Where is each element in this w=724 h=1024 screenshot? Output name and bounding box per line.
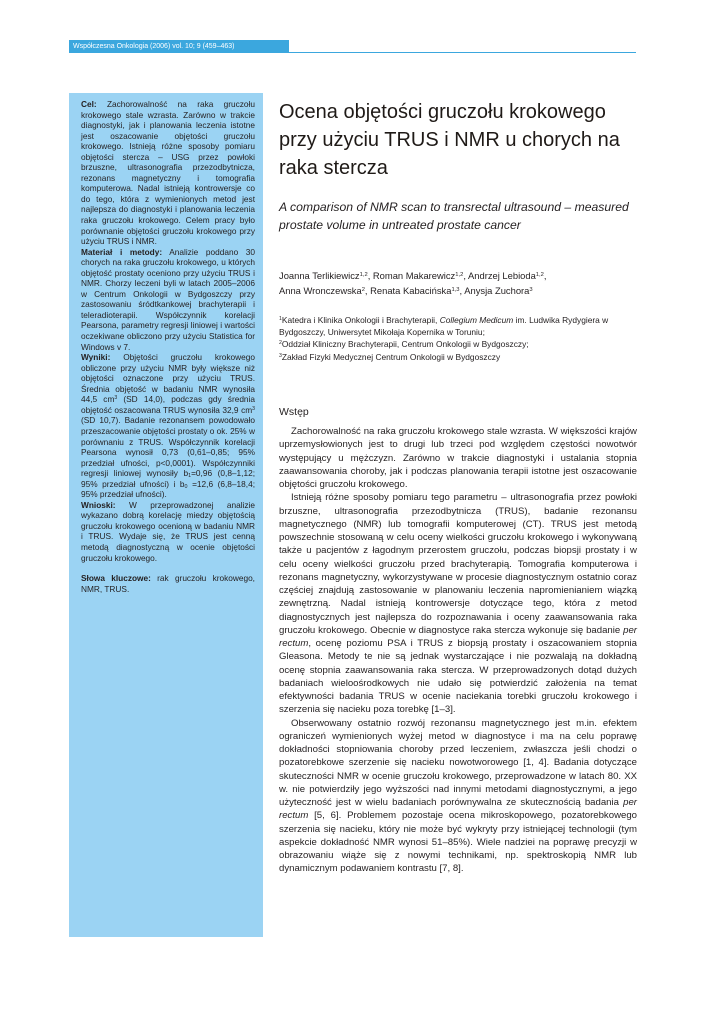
author-list <box>279 269 639 298</box>
paragraph-3: Obserwowany ostatnio rozwój rezonansu magnetycznego jest m.in. efektem ograniczeń wymienionych wyżej metod w diagnostyce i ma na celu poprawę dokładności stopniowania choroby przed leczeniem, zwłaszcza jeśli chodzi o pozatorebkowe szerzenie się nacieku nowotworowego [1, 4]. Badania dotyczące skuteczności NMR w ocenie gruczołu krokowego, przeprowadzone w latach 80. XX w. nie potwierdziły jego wyższości nad innymi metodami diagnostycznymi, a jego użyteczność jest w wielu badaniach porównywalna ze skutecznością badania per rectum [5, 6]. Problemem pozostaje ocena mikroskopowego, pozatorebkowego szerzenia się nacieku, który nie może być wykryty przy istniejącej technologii (tym aspekcie dokładność NMR wynosi 51–85%). Wiele nadziei na poprawę precyzji w obrazowaniu wiąże się z nowymi technikami, np. spektroskopią NMR lub dynamicznym podawaniem kontrastu [7, 8]. <box>279 717 637 875</box>
author: Renata Kabacińska$^{1,3}$, <box>370 284 465 296</box>
affiliation-1: $^1$Katedra i Klinika Onkologii i Brachyterapii, Collegium Medicum im. Ludwika Rydygiera w Bydgoszczy, Uniwersytet Mikołaja Kopernika w Toruniu; <box>279 315 609 338</box>
author: Anna Wronczewska$^2$, <box>279 284 371 296</box>
results-text: =12,6 (6,8–18,4; 95% przedział ufności). <box>81 478 255 500</box>
article-title: Ocena objętości gruczołu krokowego przy użyciu TRUS i NMR u chorych na raka stercza <box>279 101 620 179</box>
abstract-gap <box>81 563 255 573</box>
abstract-panel <box>69 93 263 937</box>
conclusions-label: Wnioski: <box>81 499 116 510</box>
author: Roman Makarewicz$^{1,2}$, <box>372 270 469 281</box>
conclusions-text: W przeprowadzonej analizie wykazano dobrą korelację miedzy objętością gruczołu krokowego ocenioną w badaniu NMR i TRUS. Wydaje się, że TRUS jest cenną metodą diagnostyczną w ocenie objętości gruczołu krokowego. <box>81 499 255 563</box>
body-text <box>279 425 637 876</box>
results-text: Objętości gruczołu krokowego obliczone przy użyciu NMR były większe niż objętości oznaczone przy użyciu TRUS. Średnia objętość w badaniu NMR wynosiła 44,5 cm <box>81 352 255 405</box>
author: Andrzej Lebioda$^{1,2}$, <box>468 270 547 281</box>
methods-text: Analizie poddano 30 chorych na raka gruczołu krokowego, u których objętość prostaty oceniono przy użyciu TRUS i NMR. Chorzy leczeni byli w latach 2005–2006 w Centrum Onkologii w Bydgoszczy przy zastosowaniu śródtkankowej brachyterapii i teleradioterapii. Współczynnik korelacji Pearsona, parametry regresji liniowej i wartości oczekiwane obliczono przy użyciu Statistica for Windows v 7. <box>81 246 255 352</box>
subscript: 0 <box>184 483 188 490</box>
aim-text: Zachorowalność na raka gruczołu krokowego stale wzrasta. Zarówno w trakcie diagnostyki, jak i planowania leczenia istotne jest oszacowanie objętości gruczołu krokowego. Istnieją różne sposoby pomiaru objętości stercza – USG przez powłoki brzuszne, ultrasonografia przezodbytnicza, rezonans magnetyczny i tomografia komputerowa. Nadal istnieją kontrowersje co do tego, która z wymienionych metod jest najlepsza do diagnostyki i planowania leczenia raka gruczołu krokowego. Celem pracy było porównanie objętości gruczołu krokowego przy użyciu TRUS i NMR. <box>81 99 255 247</box>
abstract-results <box>81 352 255 500</box>
methods-label: Materiał i metody: <box>81 246 163 257</box>
subscript: 1 <box>188 473 192 480</box>
author: Anysja Zuchora$^3$ <box>464 284 533 296</box>
journal-citation-bar <box>69 40 289 53</box>
results-text: (SD 14,0), podczas gdy średnia objętość oszacowana TRUS wynosiła 32,9 cm <box>81 394 256 415</box>
results-label: Wyniki: <box>81 352 111 363</box>
abstract-methods <box>81 247 255 352</box>
affiliation-2: $^2$Oddział Kliniczny Brachyterapii, Centrum Onkologii w Bydgoszczy; <box>279 339 529 350</box>
paragraph-2: Istnieją różne sposoby pomiaru tego parametru – ultrasonografia przez powłoki brzuszne, ultrasonografia przezodbytnicza (TRUS), badanie rezonansu magnetycznego (NMR) lub tomografii komputerowej (CT). TRUS jest metodą powszechnie stosowaną w celu oceny wielkości gruczołu krokowego i wykonywaną także u pacjentów z łagodnym przerostem gruczołu, podczas biopsji prostaty i w celu oceny wielkości gruczołu przed brachyterapią. Tomografia komputerowa i rezonans magnetyczny, wykorzystywane w procesie diagnostycznym ostatnio coraz częściej znajdują zastosowanie w planowaniu leczenia napromienianiem wiązką zewnętrzną. Nadal istnieją kontrowersje dotyczące tego, która z metod diagnostycznych jest najlepsza do rozpoznawania i oceny zaawansowania raka gruczołu krokowego. Obecnie w diagnostyce raka stercza wykonuje się badanie per rectum, ocenę poziomu PSA i TRUS z biopsją prostaty i oszacowaniem stopnia Gleasona. Metody te nie są jednak wystarczające i nie pozwalają na dokładną ocenę stopnia zaawansowania raka stercza. W przeprowadzonych dotąd dużych badaniach wieloośrodkowych nie udało się potwierdzić założenia na temat efektywności badania TRUS w ocenie naciekania torebki gruczołu krokowego i szerzenia się nacieku poza torebkę [1–3]. <box>279 492 637 716</box>
header-rule <box>289 52 636 53</box>
page-number: 459 <box>690 1000 704 1009</box>
affiliation-3: $^3$Zakład Fizyki Medycznej Centrum Onkologii w Bydgoszczy <box>279 351 501 362</box>
paragraph-1: Zachorowalność na raka gruczołu krokowego stale wzrasta. W większości krajów uprzemysłowionych jest to drugi lub trzeci pod względem częstości nowotwór występujący u mężczyzn. Zarówno w trakcie diagnostyki i ustalania stopnia zaawansowania choroby, jak i podczas planowania terapii istotne jest oszacowanie objętości gruczołu krokowego. <box>279 426 637 490</box>
keywords-label: Słowa kluczowe: <box>81 573 151 584</box>
cubic-superscript: 3 <box>252 406 255 413</box>
abstract-conclusions <box>81 500 255 563</box>
results-text: (SD 10,7). Badanie rezonansem powodowało przeszacowanie objętości prostaty o ok. 25% w porównaniu z TRUS. Współczynnik korelacji Pearsona wynosił 0,73 (0,61–0,85; 95% przedział ufności, p<0,0001). Współczynniki regresji liniowej wynosiły b <box>81 415 255 479</box>
abstract-keywords <box>81 573 255 594</box>
cubic-superscript: 3 <box>114 395 118 402</box>
section-heading-introduction: Wstęp <box>279 406 309 418</box>
affiliations <box>279 314 639 363</box>
article-subtitle: A comparison of NMR scan to transrectal ultrasound – measured prostate volume in untreated prostate cancer <box>279 200 629 232</box>
author: Joanna Terlikiewicz$^{1,2}$, <box>279 270 373 281</box>
results-text: =0,96 (0,8–1,12; 95% przedział ufności) i b <box>81 468 255 489</box>
abstract-aim <box>81 99 255 247</box>
aim-label: Cel: <box>81 99 97 109</box>
journal-citation: Współczesna Onkologia (2006) vol. 10; 9 (459–463) <box>73 43 235 50</box>
keywords-text: rak gruczołu krokowego, NMR, TRUS. <box>81 573 255 594</box>
